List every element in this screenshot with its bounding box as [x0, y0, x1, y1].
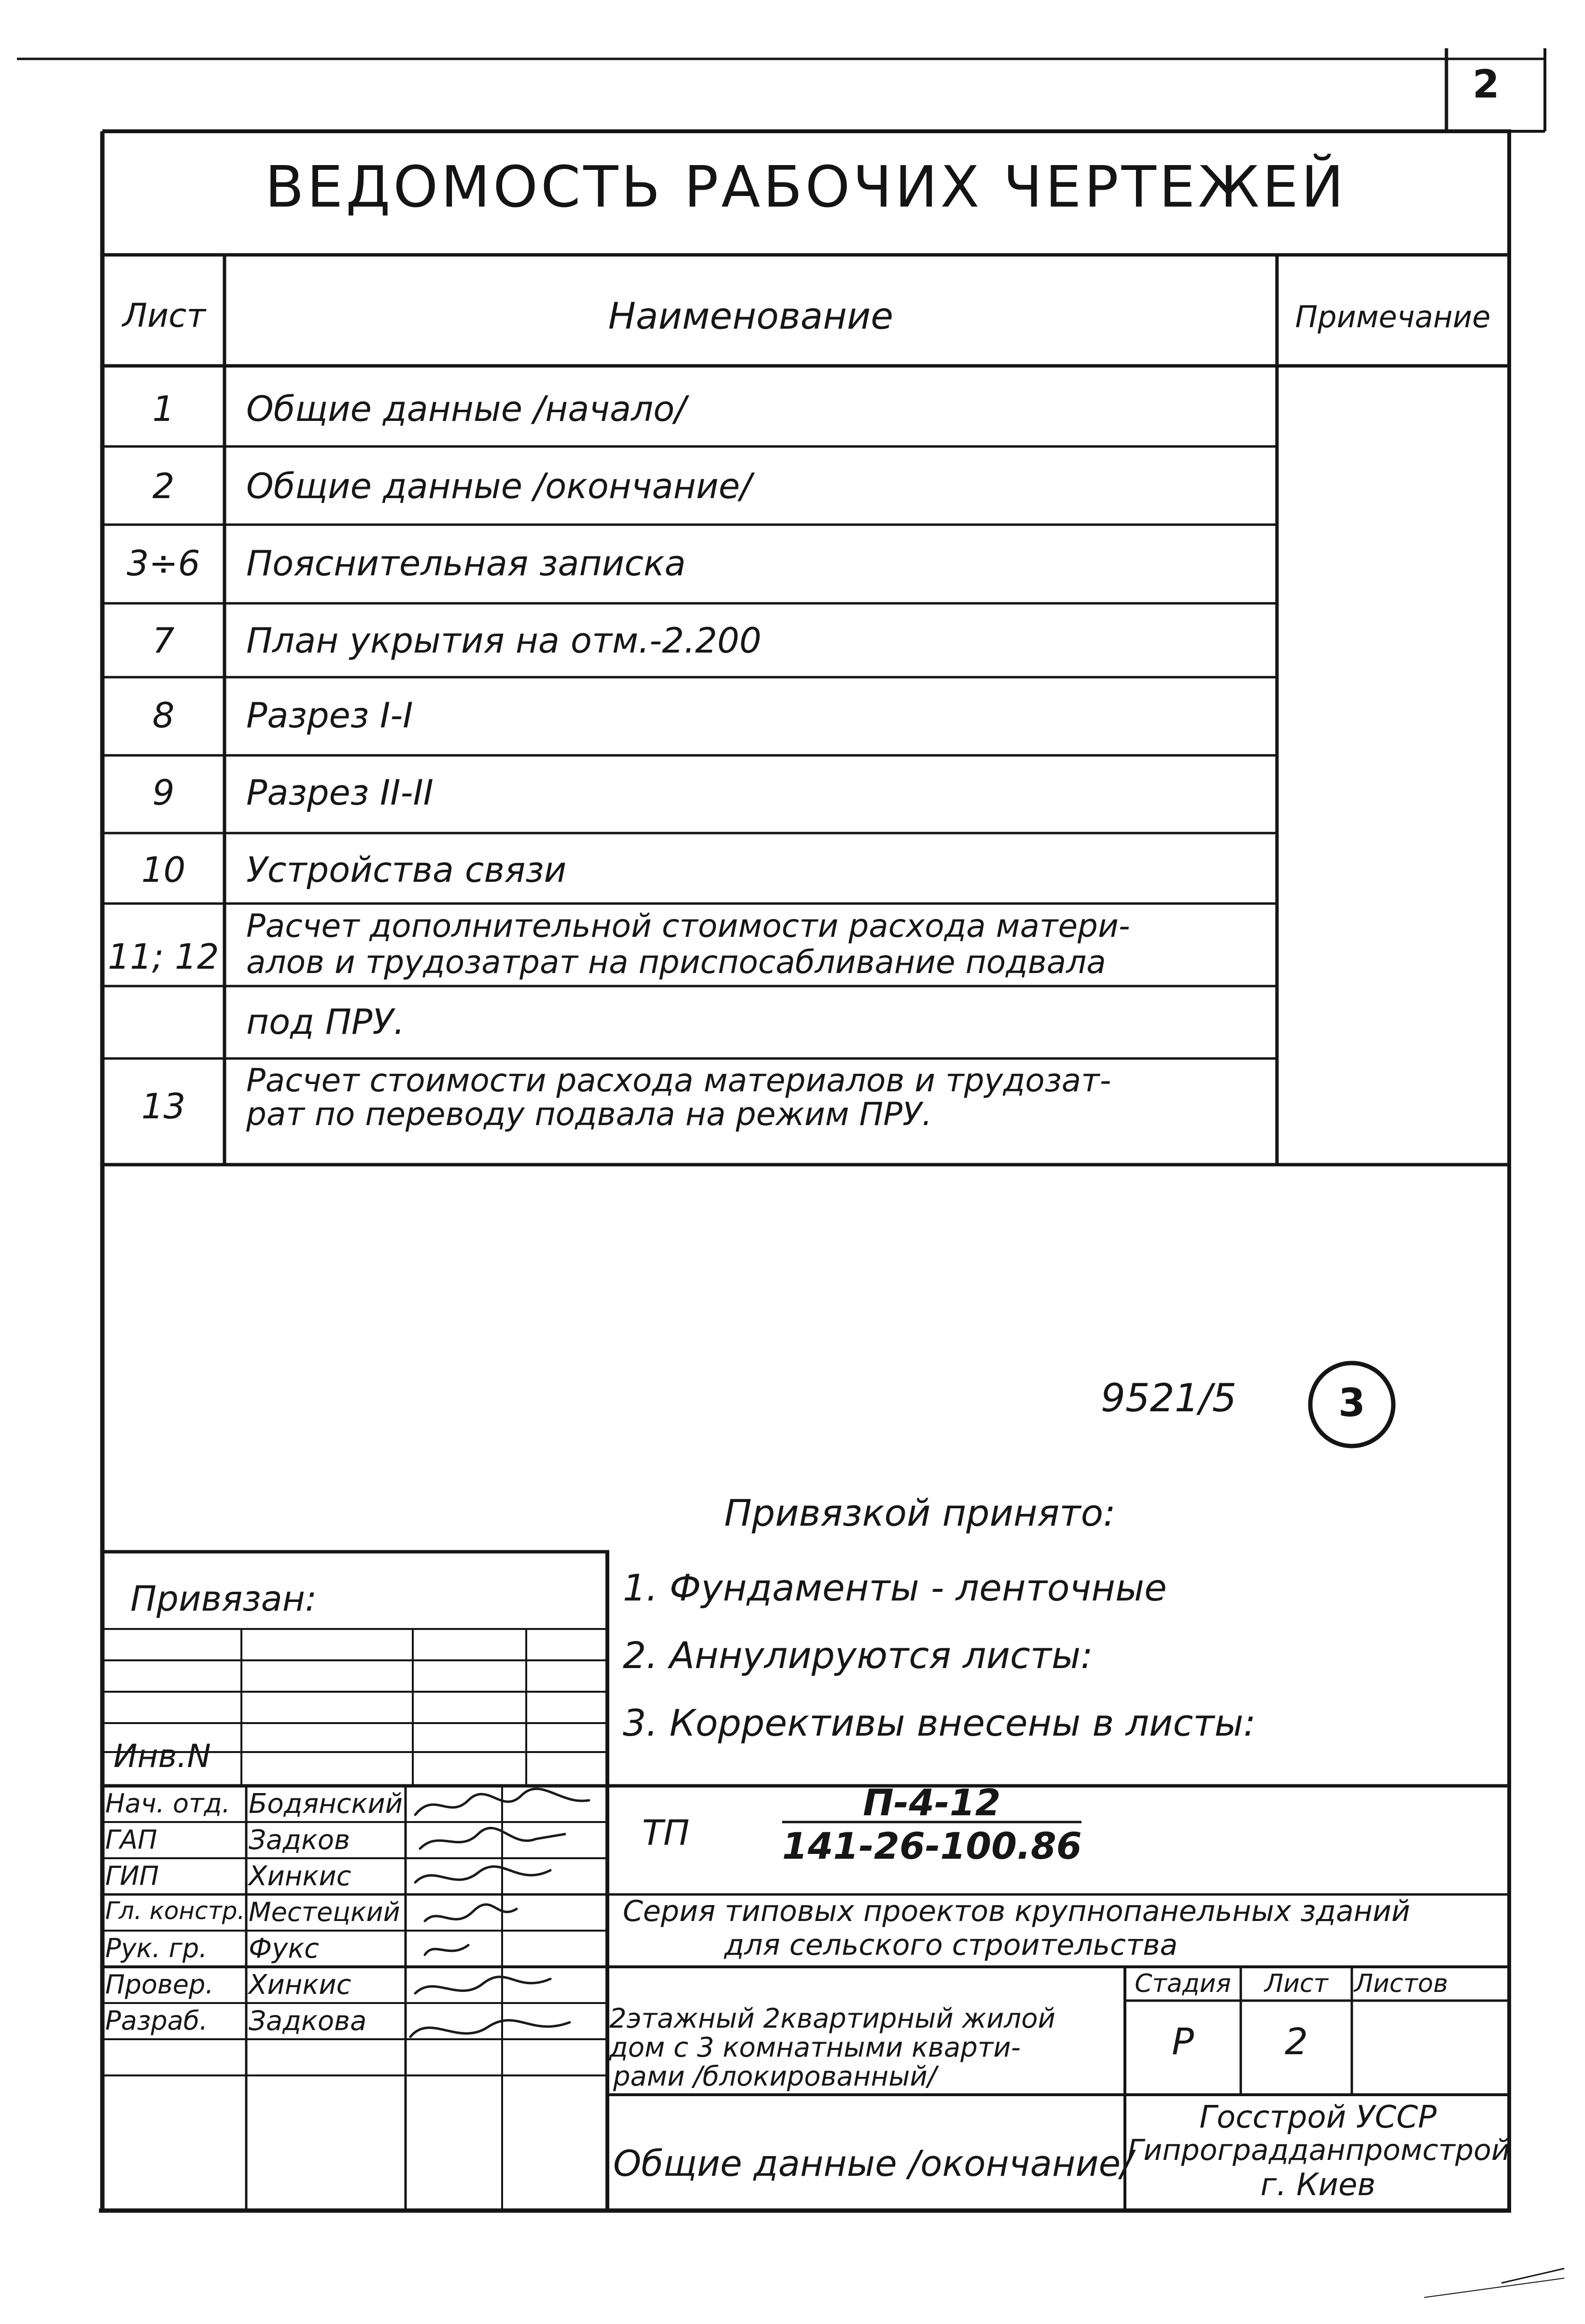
- handwritten-signatures: [406, 1786, 608, 2075]
- page-number: 2: [1473, 62, 1500, 107]
- row-1-name: Общие данные /начало/: [246, 389, 687, 429]
- sig-role-4: Гл. констр.: [105, 1897, 245, 1925]
- sig-name-5: Фукс: [249, 1933, 319, 1964]
- sig-role-6: Провер.: [105, 1969, 214, 2000]
- stage-header: Стадия: [1135, 1969, 1231, 1998]
- row-5-name: Разрез I-I: [246, 695, 413, 736]
- row-8-name-line1: Расчет дополнительной стоимости расхода матери-: [246, 907, 1130, 945]
- sig-name-1: Бодянский: [249, 1788, 403, 1820]
- row-2-sheet: 2: [152, 466, 175, 506]
- circled-number: 3: [1338, 1380, 1365, 1425]
- inv-label: Инв.N: [113, 1738, 211, 1775]
- page-title: ВЕДОМОСТЬ РАБОЧИХ ЧЕРТЕЖЕЙ: [265, 153, 1347, 220]
- adoption-item-2: 2. Аннулируются листы:: [623, 1634, 1093, 1677]
- doc-title: Общие данные /окончание/: [613, 2143, 1133, 2185]
- row-3-name: Пояснительная записка: [246, 543, 686, 584]
- sig-role-1: Нач. отд.: [105, 1788, 230, 1819]
- project-code-line1: П-4-12: [863, 1781, 1001, 1824]
- row-3-sheet: 3÷6: [126, 543, 200, 584]
- header-name: Наименование: [608, 294, 894, 337]
- row-9-sheet: 13: [141, 1086, 186, 1127]
- org-line2: Гипроградданпромстрой: [1127, 2133, 1510, 2167]
- row-6-sheet: 9: [152, 772, 175, 813]
- stage-value: Р: [1172, 2020, 1194, 2063]
- row-9-name-line1: Расчет стоимости расхода материалов и трудозат-: [246, 1062, 1111, 1099]
- series-line2: для сельского строительства: [724, 1928, 1178, 1962]
- header-sheet: Лист: [122, 297, 206, 335]
- building-line1: 2этажный 2квартирный жилой: [609, 2003, 1055, 2034]
- row-5-sheet: 8: [152, 695, 175, 736]
- adoption-item-1: 1. Фундаменты - ленточные: [623, 1566, 1167, 1609]
- row-8-name-line2: алов и трудозатрат на приспосабливание подвала: [246, 944, 1106, 981]
- row-7-name: Устройства связи: [246, 849, 567, 890]
- row-9-name-line2: рат по переводу подвала на режим ПРУ.: [246, 1096, 932, 1133]
- building-line2: дом с 3 комнатными кварти-: [609, 2032, 1021, 2063]
- sig-name-2: Задков: [249, 1824, 351, 1856]
- sig-name-6: Хинкис: [249, 1969, 351, 2001]
- row-2-name: Общие данные /окончание/: [246, 466, 752, 506]
- sig-name-4: Местецкий: [249, 1897, 400, 1927]
- adoption-title: Привязкой принято:: [724, 1491, 1116, 1534]
- row-1-sheet: 1: [152, 389, 175, 429]
- sig-role-5: Рук. гр.: [105, 1933, 208, 1963]
- sig-role-3: ГИП: [105, 1861, 159, 1891]
- row-8-sheet: 11; 12: [108, 936, 219, 977]
- row-4-sheet: 7: [152, 620, 175, 661]
- sig-role-7: Разраб.: [105, 2005, 208, 2036]
- row-6-name: Разрез II-II: [246, 772, 434, 813]
- building-line3: рами /блокированный/: [613, 2061, 937, 2092]
- header-note: Примечание: [1295, 299, 1491, 334]
- row-8-name-line3: под ПРУ.: [246, 1002, 405, 1042]
- bound-label: Привязан:: [130, 1578, 317, 1619]
- tp-label: ТП: [642, 1812, 690, 1853]
- sheet-value: 2: [1284, 2020, 1308, 2063]
- adoption-item-3: 3. Коррективы внесены в листы:: [623, 1701, 1256, 1744]
- sig-role-2: ГАП: [105, 1824, 157, 1855]
- archive-number: 9521/5: [1101, 1376, 1237, 1420]
- sheet-header: Лист: [1264, 1969, 1328, 1998]
- org-line1: Госстрой УССР: [1199, 2100, 1437, 2135]
- row-7-sheet: 10: [141, 849, 186, 890]
- project-code-line2: 141-26-100.86: [782, 1824, 1082, 1867]
- sheets-header: Листов: [1354, 1969, 1448, 1998]
- org-line3: г. Киев: [1260, 2167, 1376, 2203]
- sig-name-3: Хинкис: [249, 1861, 351, 1892]
- row-4-name: План укрытия на отм.-2.200: [246, 620, 762, 661]
- sig-name-7: Задкова: [249, 2005, 367, 2037]
- series-line1: Серия типовых проектов крупнопанельных зданий: [623, 1894, 1410, 1928]
